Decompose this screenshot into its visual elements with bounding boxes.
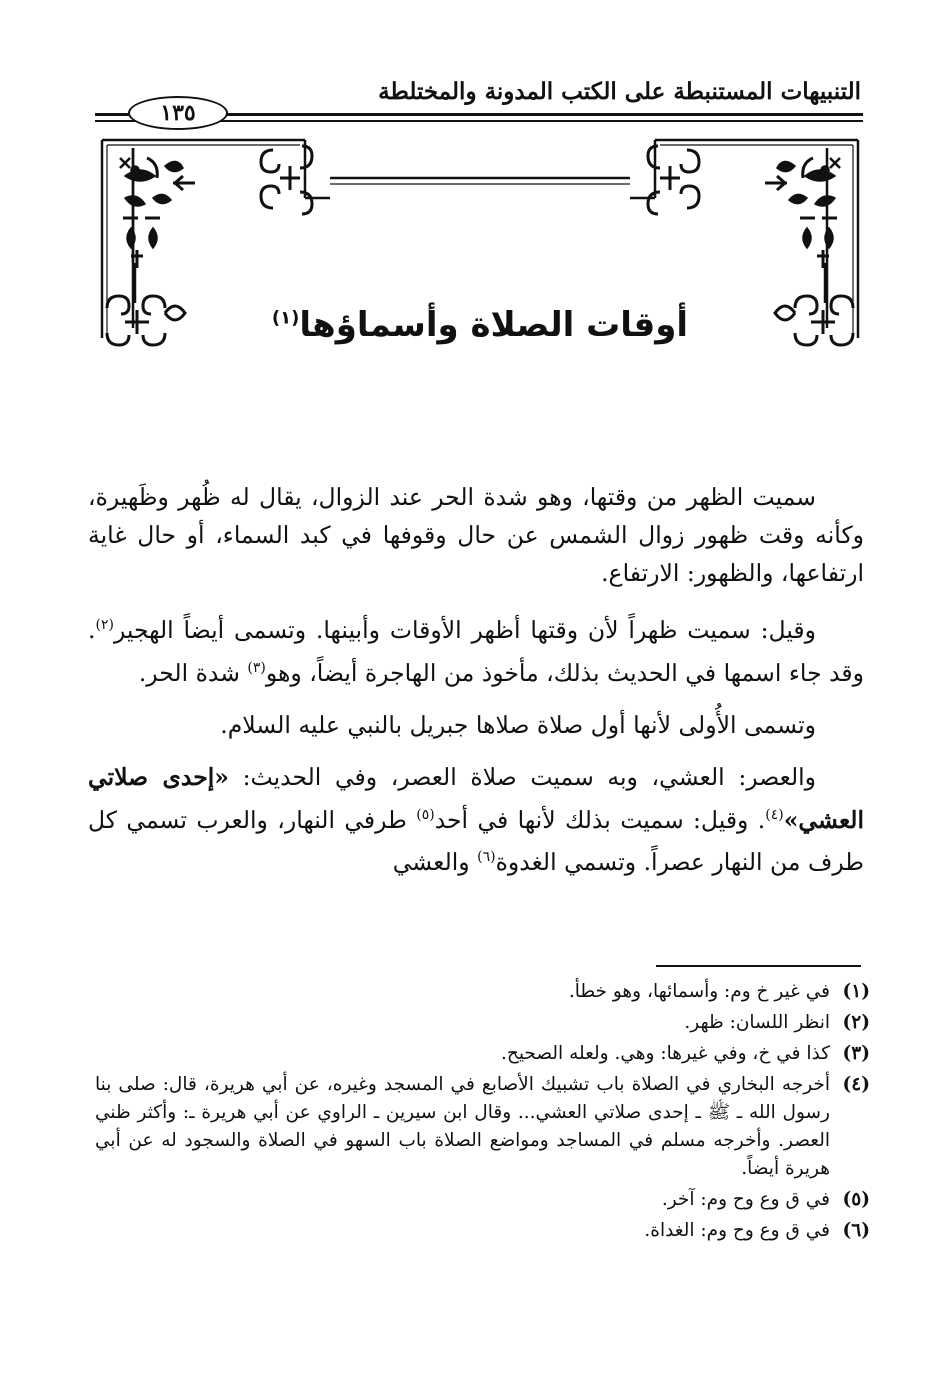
footnote-item: [95, 1217, 870, 1245]
footnote-mark-5: (٥): [416, 806, 435, 823]
footnote-mark-4: (٤): [765, 806, 784, 823]
footnote-number: (٥): [842, 1189, 870, 1210]
bottom-left-scroll-icon: [107, 296, 185, 345]
footnote-number: (١): [842, 981, 870, 1002]
paragraph-4-part-a: والعصر: العشي، وبه سميت صلاة العصر، وفي الحديث:: [228, 762, 816, 791]
paragraph-4-part-d: والعشي: [392, 848, 478, 877]
paragraph-2: [88, 606, 864, 692]
footnote-number: (٢): [842, 1012, 870, 1033]
footnote-item: [95, 1071, 870, 1183]
footnote-number: (٦): [842, 1220, 870, 1241]
footnote-text: انظر اللسان: ظهر.: [684, 1012, 830, 1033]
footnote-text: كذا في خ، وفي غيرها: وهي. ولعله الصحيح.: [501, 1043, 830, 1064]
footnote-item: [95, 1186, 870, 1214]
footnote-number: (٣): [842, 1043, 870, 1064]
footnote-item: [95, 1040, 870, 1068]
footnote-text: في غير خ وم: وأسمائها، وهو خطأ.: [568, 981, 830, 1002]
footnote-mark-3: (٣): [247, 659, 266, 676]
chapter-title: [250, 305, 710, 345]
chapter-title-text: أوقات الصلاة وأسماؤها: [299, 305, 689, 345]
right-flourish-icon: [765, 158, 840, 268]
footnote-item: [95, 978, 870, 1006]
left-flourish-icon: [120, 158, 195, 268]
running-title: التنبيهات المستنبطة على الكتب المدونة والمختلطة: [378, 78, 861, 105]
paragraph-2-part-b: . وقد جاء اسمها في الحديث بذلك، مأخوذ من الهاجرة أيضاً، وهو: [88, 615, 864, 687]
footnote-mark-2: (٢): [95, 617, 114, 633]
footnote-item: [95, 1009, 870, 1037]
footnote-mark-6: (٦): [477, 849, 496, 866]
bottom-right-scroll-icon: [775, 296, 853, 345]
paragraph-4-part-b: . وقيل: سميت بذلك لأنها في أحد: [434, 805, 766, 834]
page-number: ١٣٥: [128, 96, 228, 130]
footnotes: [95, 978, 870, 1248]
footnote-separator: [656, 965, 861, 967]
paragraph-2-part-a: وقيل: سميت ظهراً لأن وقتها أظهر الأوقات وأبينها. وتسمى أيضاً الهجير: [113, 615, 816, 644]
footnote-text: في ق وع وح وم: آخر.: [661, 1189, 830, 1210]
paragraph-3: وتسمى الأُولى لأنها أول صلاة صلاها جبريل بالنبي عليه السلام.: [220, 710, 816, 739]
paragraph-1: سميت الظهر من وقتها، وهو شدة الحر عند الزوال، يقال له ظُهر وظَهيرة، وكأنه وقت ظهور زوال الشمس عن حال وقوفها في كبد السماء، أو حال غاية ارتفاعها، والظهور: الارتفاع.: [88, 483, 864, 587]
paragraph-4-part-c: طرفي النهار، والعرب تسمي كل طرف من النهار عصراً. وتسمي الغدوة: [88, 805, 864, 877]
footnote-text: أخرجه البخاري في الصلاة باب تشبيك الأصابع في المسجد وغيره، عن أبي هريرة، قال: صلى بنا رسول الله ـ ﷺ ـ إحدى صلاتي العشي... وقال ابن سيرين ـ الراوي عن أبي هريرة ـ: وأكثر ظني العصر. وأخرجه مسلم في المساجد ومواضع الصلاة باب السهو في الصلاة والسجود له عن أبي هريرة أيضاً.: [95, 1074, 830, 1179]
paragraph-4: [88, 758, 864, 882]
footnote-text: في ق وع وح وم: الغداة.: [644, 1220, 830, 1241]
main-text: [88, 478, 864, 895]
footnote-number: (٤): [842, 1074, 870, 1095]
hadith-quote: «إحدى صلاتي العشي»: [88, 762, 864, 834]
paragraph-2-part-c: شدة الحر.: [138, 658, 248, 687]
chapter-footnote-mark: (١): [271, 307, 300, 329]
